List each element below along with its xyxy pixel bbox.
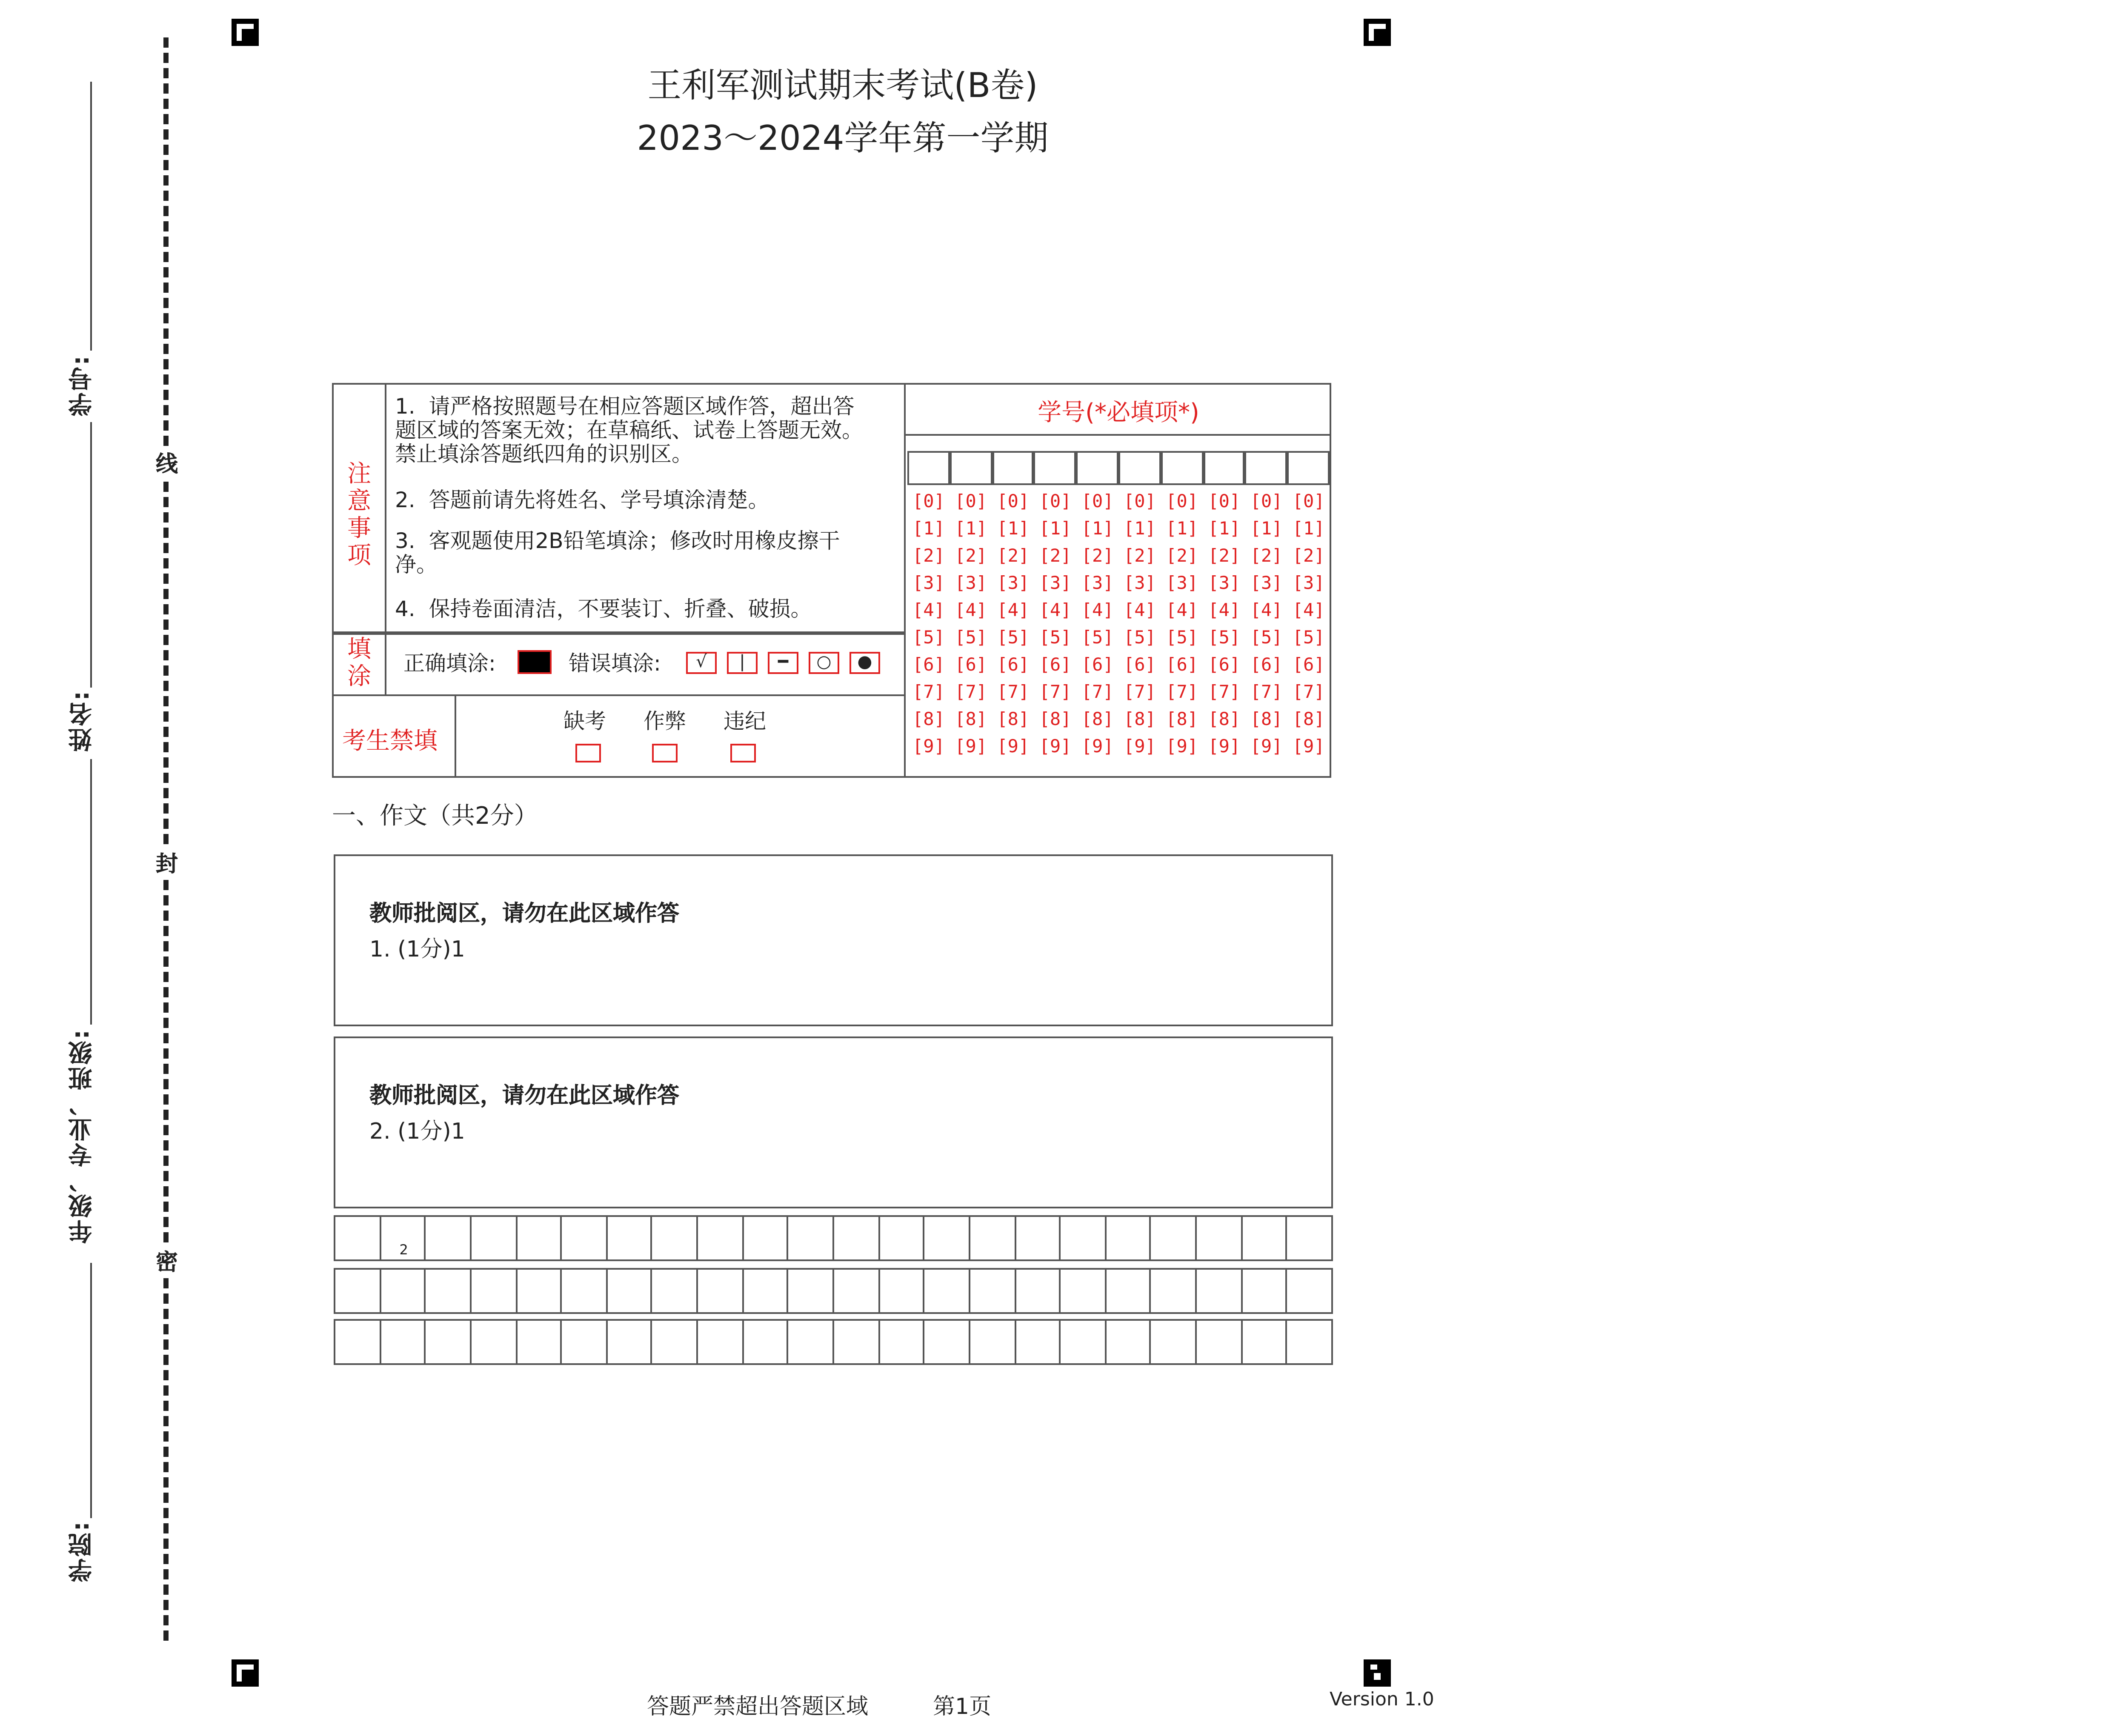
writing-grid-cell[interactable] xyxy=(379,1215,426,1261)
writing-grid-cell[interactable] xyxy=(606,1319,653,1365)
notice-item-4: 4. 保持卷面清洁，不要装订、折叠、破损。 xyxy=(395,596,812,621)
student-id-bubble[interactable]: [2] xyxy=(1166,546,1198,567)
student-id-bubble[interactable]: [7] xyxy=(1166,682,1198,703)
student-id-bubble[interactable]: [7] xyxy=(1124,682,1156,703)
writing-grid-cell[interactable] xyxy=(878,1319,925,1365)
student-id-bubble[interactable]: [1] xyxy=(1250,519,1283,540)
writing-grid-cell[interactable] xyxy=(742,1215,789,1261)
student-id-bubble[interactable]: [2] xyxy=(1250,546,1283,567)
student-id-bubble[interactable]: [2] xyxy=(1292,546,1325,567)
writing-grid-cell[interactable] xyxy=(424,1268,472,1314)
writing-grid-cell[interactable] xyxy=(1150,1215,1197,1261)
writing-grid-cell[interactable] xyxy=(470,1268,517,1314)
student-id-bubble[interactable]: [9] xyxy=(1039,737,1072,757)
correct-fill-example xyxy=(518,650,552,674)
student-id-bubble[interactable]: [0] xyxy=(955,492,987,512)
student-id-bubble[interactable]: [9] xyxy=(955,737,987,757)
writing-grid-cell[interactable] xyxy=(1014,1268,1061,1314)
student-id-bubble[interactable]: [6] xyxy=(1124,655,1156,676)
student-id-bubble[interactable]: [2] xyxy=(1081,546,1114,567)
name-side-label: 姓名: xyxy=(68,689,95,752)
exam-title: 王利军测试期末考试(B卷) xyxy=(647,65,1038,106)
writing-grid-cell[interactable] xyxy=(334,1319,381,1365)
wrong-fill-vertical-bar: | xyxy=(727,652,758,674)
id-column-divider xyxy=(904,383,906,778)
cheating-label: 作弊 xyxy=(644,708,686,734)
writing-grid-cell[interactable] xyxy=(1241,1268,1288,1314)
wrong-fill-dot: ● xyxy=(849,652,880,674)
student-id-bubble[interactable]: [7] xyxy=(912,682,945,703)
section-title: 一、作文（共2分） xyxy=(332,803,538,831)
class-side-line xyxy=(90,759,92,1025)
name-side-line xyxy=(90,422,92,688)
student-id-bubble[interactable]: [6] xyxy=(1039,655,1072,676)
student-id-bubble[interactable]: [4] xyxy=(1081,601,1114,621)
registration-marker-top-center xyxy=(1364,19,1391,46)
writing-grid-cell[interactable] xyxy=(1104,1268,1152,1314)
student-id-bubble[interactable]: [5] xyxy=(1124,628,1156,648)
writing-grid-cell[interactable] xyxy=(334,1215,381,1261)
student-id-bubble[interactable]: [6] xyxy=(1081,655,1114,676)
student-id-bubble[interactable]: [7] xyxy=(1250,682,1283,703)
student-id-bubble[interactable]: [3] xyxy=(1124,574,1156,594)
correct-fill-label: 正确填涂: xyxy=(403,650,496,676)
student-id-bubble[interactable]: [6] xyxy=(955,655,987,676)
student-id-digit-cell[interactable] xyxy=(1034,451,1076,485)
student-id-bubble[interactable]: [9] xyxy=(1166,737,1198,757)
writing-grid-cell[interactable] xyxy=(832,1215,880,1261)
writing-grid-cell[interactable] xyxy=(334,1268,381,1314)
student-id-bubble[interactable]: [3] xyxy=(1250,574,1283,594)
student-id-bubble[interactable]: [4] xyxy=(1166,601,1198,621)
writing-grid-cell[interactable] xyxy=(424,1319,472,1365)
student-id-bubble[interactable]: [3] xyxy=(1208,574,1241,594)
student-id-bubble[interactable]: [9] xyxy=(997,737,1030,757)
college-side-line xyxy=(90,1263,92,1518)
student-id-digit-cell[interactable] xyxy=(1287,451,1330,485)
student-id-bubble[interactable]: [7] xyxy=(955,682,987,703)
writing-grid-cell[interactable] xyxy=(923,1268,970,1314)
absent-label: 缺考 xyxy=(563,708,606,734)
student-id-digit-cell[interactable] xyxy=(1245,451,1287,485)
student-id-bubble[interactable]: [9] xyxy=(1250,737,1283,757)
writing-grid-cell[interactable] xyxy=(923,1319,970,1365)
student-id-bubble[interactable]: [4] xyxy=(1292,601,1325,621)
student-id-bubble[interactable]: [0] xyxy=(1081,492,1114,512)
writing-grid-cell[interactable] xyxy=(1014,1215,1061,1261)
student-id-bubble[interactable]: [8] xyxy=(997,710,1030,730)
college-side-label: 学院: xyxy=(68,1520,95,1582)
student-id-bubble[interactable]: [4] xyxy=(1039,601,1072,621)
student-id-bubble[interactable]: [3] xyxy=(1166,574,1198,594)
writing-grid-cell[interactable] xyxy=(742,1268,789,1314)
seal-line-char-feng: 封 xyxy=(150,846,184,878)
student-id-digit-cell[interactable] xyxy=(1118,451,1161,485)
student-id-bubble[interactable]: [6] xyxy=(1166,655,1198,676)
student-id-bubble[interactable]: [8] xyxy=(1250,710,1283,730)
writing-grid-cell[interactable] xyxy=(1150,1268,1197,1314)
grid-marker: 2 xyxy=(399,1242,408,1258)
page-number: 第1页 xyxy=(933,1695,992,1721)
student-id-bubble[interactable]: [2] xyxy=(997,546,1030,567)
student-id-side-line xyxy=(90,82,92,351)
writing-grid-cell[interactable] xyxy=(379,1319,426,1365)
class-side-label: 年级、专业、班级: xyxy=(68,1028,95,1244)
exam-term: 2023～2024学年第一学期 xyxy=(637,117,1049,158)
student-id-bubble[interactable]: [0] xyxy=(997,492,1030,512)
writing-grid-cell[interactable] xyxy=(787,1268,834,1314)
student-id-bubble[interactable]: [0] xyxy=(1208,492,1241,512)
registration-marker-top-left xyxy=(232,19,259,46)
student-id-bubble[interactable]: [8] xyxy=(1208,710,1241,730)
writing-grid-cell[interactable] xyxy=(1195,1319,1242,1365)
student-id-bubble[interactable]: [4] xyxy=(912,601,945,621)
student-id-bubble[interactable]: [8] xyxy=(1292,710,1325,730)
student-id-bubble[interactable]: [1] xyxy=(1292,519,1325,540)
question-label-q2: 2. (1分)1 xyxy=(369,1120,465,1145)
student-id-bubble[interactable]: [1] xyxy=(997,519,1030,540)
writing-grid-cell[interactable] xyxy=(1286,1268,1333,1314)
writing-grid-cell[interactable] xyxy=(606,1268,653,1314)
writing-grid-cell[interactable] xyxy=(1150,1319,1197,1365)
writing-grid-cell[interactable] xyxy=(651,1268,698,1314)
student-id-bubble[interactable]: [5] xyxy=(1039,628,1072,648)
writing-grid-cell[interactable] xyxy=(1241,1215,1288,1261)
student-id-bubble[interactable]: [0] xyxy=(1166,492,1198,512)
wrong-fill-label: 错误填涂: xyxy=(569,650,661,676)
writing-grid-cell[interactable] xyxy=(1059,1215,1107,1261)
registration-marker-bottom-left xyxy=(232,1659,259,1687)
writing-grid-cell[interactable] xyxy=(651,1319,698,1365)
wrong-fill-circle: ○ xyxy=(809,652,839,674)
student-id-bubble[interactable]: [9] xyxy=(1292,737,1325,757)
student-id-bubble[interactable]: [7] xyxy=(1039,682,1072,703)
notice-label: 注意事项 xyxy=(347,461,371,570)
student-id-digit-cell[interactable] xyxy=(992,451,1034,485)
absent-checkbox[interactable] xyxy=(575,744,601,762)
student-id-bubble[interactable]: [2] xyxy=(1208,546,1241,567)
examinee-forbidden-label: 考生禁填 xyxy=(342,728,438,756)
writing-grid-cell[interactable] xyxy=(1195,1215,1242,1261)
writing-grid-cell[interactable] xyxy=(696,1268,744,1314)
student-id-bubble[interactable]: [7] xyxy=(997,682,1030,703)
student-id-digit-cell[interactable] xyxy=(950,451,992,485)
student-id-title: 学号(*必填项*) xyxy=(1038,400,1199,427)
fill-row-top-border xyxy=(334,633,904,635)
student-id-bubble[interactable]: [9] xyxy=(1208,737,1241,757)
writing-grid-cell[interactable] xyxy=(515,1268,562,1314)
writing-grid-cell[interactable] xyxy=(969,1319,1016,1365)
student-id-bubble[interactable]: [2] xyxy=(912,546,945,567)
version-label: Version 1.0 xyxy=(1330,1688,1434,1710)
writing-grid-cell[interactable] xyxy=(923,1215,970,1261)
student-id-bubble[interactable]: [8] xyxy=(955,710,987,730)
student-id-bubble[interactable]: [2] xyxy=(1124,546,1156,567)
answer-box-q1[interactable] xyxy=(334,854,1333,1026)
answer-box-q2[interactable] xyxy=(334,1036,1333,1208)
student-id-bubble[interactable]: [3] xyxy=(955,574,987,594)
student-id-side-label: 学号: xyxy=(68,354,95,417)
student-id-bubble[interactable]: [1] xyxy=(1124,519,1156,540)
writing-grid-cell[interactable] xyxy=(1286,1215,1333,1261)
student-id-bubble[interactable]: [3] xyxy=(1292,574,1325,594)
writing-grid-cell[interactable] xyxy=(515,1215,562,1261)
student-id-digit-cell[interactable] xyxy=(1161,451,1203,485)
student-id-bubble[interactable]: [5] xyxy=(1250,628,1283,648)
student-id-bubble[interactable]: [3] xyxy=(912,574,945,594)
notice-item-1: 1. 请严格按照题号在相应答题区域作答，超出答题区域的答案无效；在草稿纸、试卷上答题无效。禁止填涂答题纸四角的识别区。 xyxy=(395,393,864,466)
writing-grid-cell[interactable] xyxy=(561,1319,608,1365)
writing-grid-cell[interactable] xyxy=(832,1319,880,1365)
forbidden-divider xyxy=(455,694,456,778)
writing-grid-cell[interactable] xyxy=(1059,1268,1107,1314)
student-id-bubble[interactable]: [1] xyxy=(955,519,987,540)
writing-grid-cell[interactable] xyxy=(1104,1319,1152,1365)
writing-grid-cell[interactable] xyxy=(742,1319,789,1365)
seal-line-char-xian: 线 xyxy=(150,446,184,478)
student-id-bubble[interactable]: [7] xyxy=(1081,682,1114,703)
student-id-bubble[interactable]: [5] xyxy=(997,628,1030,648)
writing-grid-cell[interactable] xyxy=(651,1215,698,1261)
violation-checkbox[interactable] xyxy=(730,744,756,762)
writing-grid-cell[interactable] xyxy=(379,1268,426,1314)
cheating-checkbox[interactable] xyxy=(652,744,678,762)
student-id-bubble[interactable]: [1] xyxy=(1208,519,1241,540)
student-id-bubble[interactable]: [6] xyxy=(997,655,1030,676)
footer-warning: 答题严禁超出答题区域 xyxy=(647,1695,869,1721)
student-id-bubble[interactable]: [1] xyxy=(1081,519,1114,540)
student-id-bubble[interactable]: [5] xyxy=(1081,628,1114,648)
student-id-bubble[interactable]: [6] xyxy=(1292,655,1325,676)
binding-dashed-line xyxy=(163,37,169,1641)
fill-label: 填涂 xyxy=(347,637,371,691)
student-id-bubble[interactable]: [7] xyxy=(1292,682,1325,703)
student-id-bubble[interactable]: [3] xyxy=(997,574,1030,594)
student-id-bubble[interactable]: [9] xyxy=(1124,737,1156,757)
student-id-bubble[interactable]: [8] xyxy=(1166,710,1198,730)
writing-grid-cell[interactable] xyxy=(969,1268,1016,1314)
student-id-bubble[interactable]: [9] xyxy=(912,737,945,757)
student-id-bubble[interactable]: [3] xyxy=(1039,574,1072,594)
student-id-bubble[interactable]: [2] xyxy=(1039,546,1072,567)
writing-grid-cell[interactable] xyxy=(878,1268,925,1314)
student-id-bubble[interactable]: [4] xyxy=(1250,601,1283,621)
question-label-q1: 1. (1分)1 xyxy=(369,938,465,963)
student-id-bubble[interactable]: [5] xyxy=(1208,628,1241,648)
student-id-digit-cell[interactable] xyxy=(1203,451,1245,485)
violation-label: 违纪 xyxy=(724,708,767,734)
student-id-bubble[interactable]: [8] xyxy=(1124,710,1156,730)
student-id-bubble[interactable]: [1] xyxy=(1166,519,1198,540)
writing-grid-cell[interactable] xyxy=(832,1268,880,1314)
writing-grid-cell[interactable] xyxy=(1059,1319,1107,1365)
student-id-bubble[interactable]: [5] xyxy=(955,628,987,648)
writing-grid-cell[interactable] xyxy=(470,1215,517,1261)
student-id-bubble[interactable]: [1] xyxy=(912,519,945,540)
writing-grid-cell[interactable] xyxy=(515,1319,562,1365)
student-id-bubble[interactable]: [6] xyxy=(1250,655,1283,676)
seal-line-char-mi: 密 xyxy=(150,1244,184,1276)
student-id-bubble[interactable]: [8] xyxy=(912,710,945,730)
writing-grid-cell[interactable] xyxy=(1286,1319,1333,1365)
student-id-bubble[interactable]: [4] xyxy=(1124,601,1156,621)
qr-marker-bottom-center xyxy=(1364,1659,1391,1687)
student-id-bubble[interactable]: [0] xyxy=(1292,492,1325,512)
writing-grid-cell[interactable] xyxy=(424,1215,472,1261)
student-id-bubble[interactable]: [8] xyxy=(1039,710,1072,730)
wrong-fill-check-mark: √ xyxy=(686,652,717,674)
writing-grid-cell[interactable] xyxy=(561,1268,608,1314)
writing-grid-cell[interactable] xyxy=(1104,1215,1152,1261)
writing-grid-cell[interactable] xyxy=(1241,1319,1288,1365)
student-id-bubble[interactable]: [4] xyxy=(1208,601,1241,621)
writing-grid-cell[interactable] xyxy=(1195,1268,1242,1314)
student-id-digit-cell[interactable] xyxy=(1076,451,1118,485)
student-id-bubble[interactable]: [0] xyxy=(1250,492,1283,512)
student-id-bubble[interactable]: [8] xyxy=(1081,710,1114,730)
writing-grid-cell[interactable] xyxy=(878,1215,925,1261)
writing-grid-cell[interactable] xyxy=(470,1319,517,1365)
writing-grid-cell[interactable] xyxy=(606,1215,653,1261)
notice-divider xyxy=(385,383,386,694)
student-id-bubble[interactable]: [1] xyxy=(1039,519,1072,540)
student-id-bubble[interactable]: [5] xyxy=(912,628,945,648)
student-id-bubble[interactable]: [6] xyxy=(1208,655,1241,676)
notice-item-2: 2. 答题前请先将姓名、学号填涂清楚。 xyxy=(395,487,769,512)
student-id-title-border xyxy=(906,434,1331,436)
writing-grid-cell[interactable] xyxy=(1014,1319,1061,1365)
student-id-bubble[interactable]: [2] xyxy=(955,546,987,567)
student-id-bubble[interactable]: [7] xyxy=(1208,682,1241,703)
fill-row-bottom-border xyxy=(334,694,904,696)
student-id-bubble[interactable]: [5] xyxy=(1292,628,1325,648)
writing-grid-cell[interactable] xyxy=(696,1319,744,1365)
student-id-bubble[interactable]: [3] xyxy=(1081,574,1114,594)
teacher-note-q1: 教师批阅区，请勿在此区域作答 xyxy=(369,902,680,928)
writing-grid-cell[interactable] xyxy=(561,1215,608,1261)
student-id-bubble[interactable]: [0] xyxy=(1039,492,1072,512)
student-id-bubble[interactable]: [0] xyxy=(912,492,945,512)
student-id-bubble[interactable]: [4] xyxy=(997,601,1030,621)
student-id-bubble[interactable]: [6] xyxy=(912,655,945,676)
student-id-bubble[interactable]: [0] xyxy=(1124,492,1156,512)
student-id-digit-cell[interactable] xyxy=(907,451,950,485)
notice-item-3: 3. 客观题使用2B铅笔填涂；修改时用橡皮擦干净。 xyxy=(395,528,840,577)
student-id-bubble[interactable]: [4] xyxy=(955,601,987,621)
writing-grid-cell[interactable] xyxy=(787,1319,834,1365)
student-id-bubble[interactable]: [5] xyxy=(1166,628,1198,648)
wrong-fill-dash: ━ xyxy=(768,652,798,674)
writing-grid-cell[interactable] xyxy=(787,1215,834,1261)
teacher-note-q2: 教师批阅区，请勿在此区域作答 xyxy=(369,1084,680,1110)
writing-grid-cell[interactable] xyxy=(969,1215,1016,1261)
writing-grid-cell[interactable] xyxy=(696,1215,744,1261)
student-id-bubble[interactable]: [9] xyxy=(1081,737,1114,757)
